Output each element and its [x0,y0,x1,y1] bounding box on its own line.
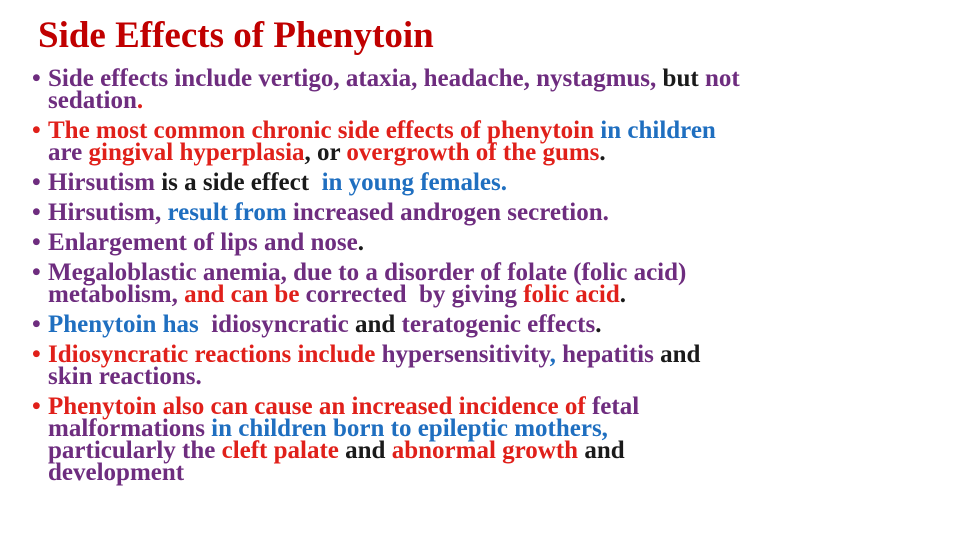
bullet-item [32,311,947,338]
bullet-text-segment: , or [304,139,347,166]
bullet-line [48,311,947,338]
bullet-line [48,169,947,196]
bullet-text-segment: . [357,229,365,256]
bullet-text-segment: sedation [48,87,137,114]
bullet-text-segment: cleft palate [221,437,346,464]
bullet-text-segment: fetal [591,393,640,420]
bullet-item [32,199,947,226]
bullet-dot-icon: • [32,117,41,144]
bullet-text-segment: not [698,65,740,92]
bullet-dot-icon: • [32,311,41,338]
bullet-text-segment: teratogenic effects [401,311,596,338]
bullet-item [32,341,947,390]
bullet-line [48,199,947,226]
bullet-text-segment: Phenytoin has [48,311,212,338]
bullet-text-segment: . [136,87,144,114]
bullet-item [32,393,947,486]
bullet-line [48,281,947,308]
bullet-text-segment: increased androgen secretion. [292,199,609,226]
bullet-text-segment: . [595,311,602,338]
bullet-item [32,229,947,256]
bullet-text-segment: and can be [184,281,306,308]
bullet-text-segment: The most common chronic side effects of phenytoin [48,117,595,144]
bullet-text-segment: Side effects include vertigo, ataxia, headache, nystagmus, [48,65,663,92]
bullet-text-segment: in young females. [321,169,508,196]
bullet-line [48,363,947,390]
bullet-text-segment: particularly the [48,437,222,464]
bullet-text-segment: hepatitis [562,341,661,368]
bullet-text-segment: abnormal growth [391,437,585,464]
bullet-dot-icon: • [32,341,41,368]
bullet-dot-icon: • [32,169,41,196]
bullet-text-segment: . [619,281,626,308]
bullet-line [48,139,947,166]
bullet-text-segment: hypersensitivity [381,341,550,368]
bullet-text-segment: idiosyncratic [211,311,355,338]
bullet-line [48,87,947,114]
bullet-line [48,459,947,486]
bullet-text-segment: Enlargement of lips and nose [48,229,358,256]
bullet-text-segment: in children [594,117,716,144]
bullet-text-segment: but [662,65,699,92]
bullet-text-segment: Hirsutism [48,169,162,196]
bullet-text-segment: malformations [48,415,212,442]
bullet-text-segment: , [549,341,563,368]
bullet-text-segment: and [584,437,625,464]
bullet-text-segment: Hirsutism, [48,199,168,226]
bullet-text-segment: due to a disorder of folate (folic acid) [293,259,687,286]
bullet-text-segment: and [660,341,701,368]
bullet-text-segment: overgrowth of the gums [346,139,600,166]
bullet-text-segment: . [599,139,606,166]
bullet-text-segment: in children born to epileptic mothers, [211,415,608,442]
bullet-text-segment: Idiosyncratic reactions include [48,341,382,368]
bullet-text-segment: metabolism, [48,281,185,308]
bullet-text-segment: Phenytoin also can cause an increased incidence of [48,393,592,420]
bullet-text-segment: result from [167,199,293,226]
bullet-dot-icon: • [32,393,41,420]
bullet-item [32,259,947,308]
bullet-text-segment: is a side effect [161,169,322,196]
bullet-item [32,117,947,166]
bullet-text-segment: and [354,311,402,338]
bullet-dot-icon: • [32,229,41,256]
bullet-item [32,65,947,114]
bullet-dot-icon: • [32,199,41,226]
bullet-text-segment: and [345,437,392,464]
slide-title: Side Effects of Phenytoin [38,15,434,56]
bullet-dot-icon: • [32,259,41,286]
bullet-text-segment: folic acid [523,281,620,308]
bullet-text-segment: skin reactions. [48,363,202,390]
bullet-text-segment: Megaloblastic anemia, [48,259,294,286]
bullet-line [48,229,947,256]
bullet-text-segment: development [48,459,185,486]
bullet-text-segment: gingival hyperplasia [88,139,305,166]
bullet-list [32,65,947,492]
bullet-text-segment: corrected by giving [305,281,524,308]
bullet-text-segment: are [48,139,89,166]
bullet-line [48,65,947,92]
bullet-dot-icon: • [32,65,41,92]
bullet-item [32,169,947,196]
